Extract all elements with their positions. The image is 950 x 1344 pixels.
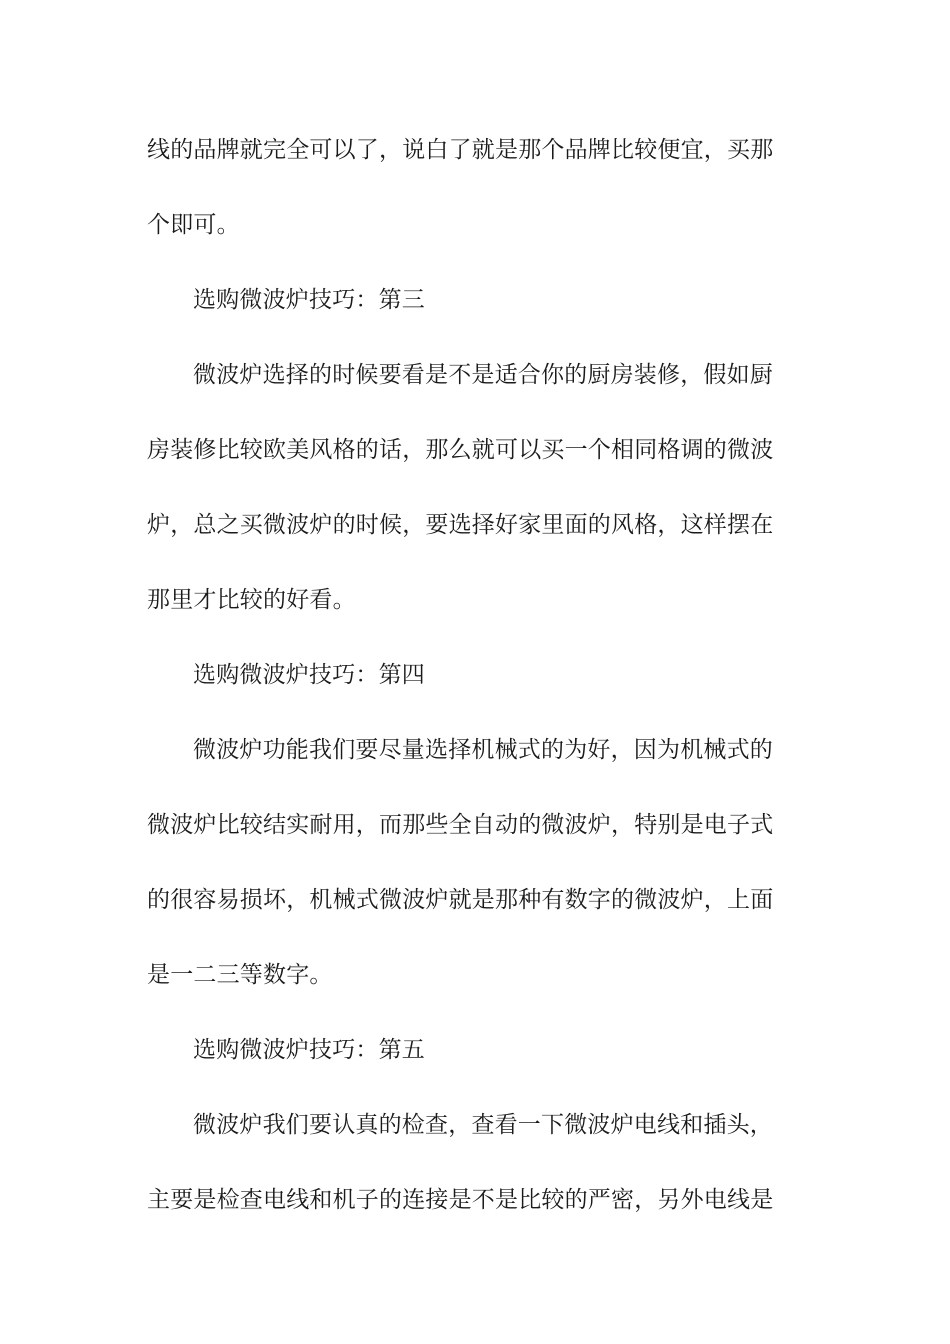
- text-line: 房装修比较欧美风格的话，那么就可以买一个相同格调的微波: [147, 437, 774, 463]
- text-line: 微波炉选择的时候要看是不是适合你的厨房装修，假如厨: [193, 362, 773, 388]
- section-heading: 选购微波炉技巧：第五: [193, 1037, 425, 1063]
- text-line: 微波炉我们要认真的检查，查看一下微波炉电线和插头，: [193, 1112, 773, 1138]
- text-line: 线的品牌就完全可以了，说白了就是那个品牌比较便宜，买那: [147, 137, 774, 163]
- text-line: 微波炉比较结实耐用，而那些全自动的微波炉，特别是电子式: [147, 812, 774, 838]
- text-line: 炉，总之买微波炉的时候，要选择好家里面的风格，这样摆在: [147, 512, 774, 538]
- text-line: 微波炉功能我们要尽量选择机械式的为好，因为机械式的: [193, 737, 773, 763]
- text-line: 那里才比较的好看。: [147, 587, 356, 613]
- section-heading: 选购微波炉技巧：第四: [193, 662, 425, 688]
- text-line: 是一二三等数字。: [147, 962, 333, 988]
- section-heading: 选购微波炉技巧：第三: [193, 287, 425, 313]
- text-line: 的很容易损坏，机械式微波炉就是那种有数字的微波炉，上面: [147, 887, 774, 913]
- text-line: 个即可。: [147, 212, 240, 238]
- text-line: 主要是检查电线和机子的连接是不是比较的严密，另外电线是: [147, 1187, 774, 1213]
